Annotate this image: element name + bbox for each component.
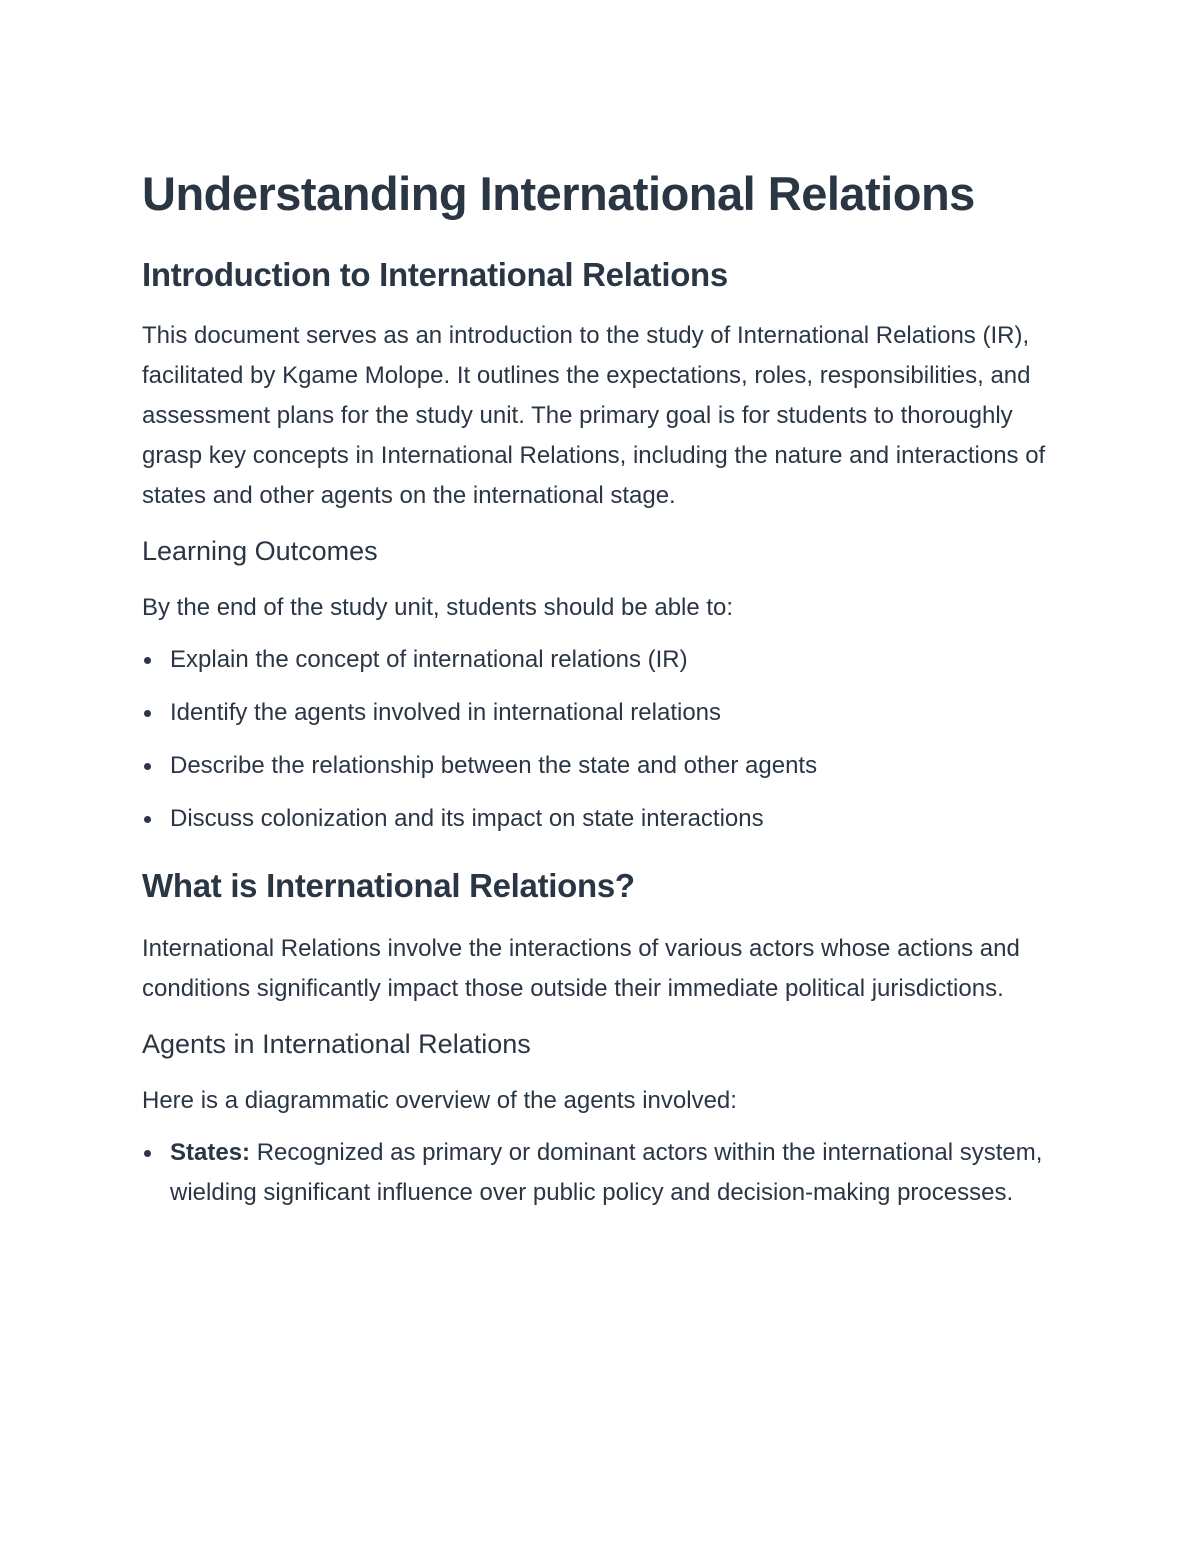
agent-description: Recognized as primary or dominant actors within the international system, wielding significant influence over public policy and decision-making processes.	[170, 1139, 1043, 1206]
outcomes-list	[142, 640, 1062, 839]
document-title: Understanding International Relations	[142, 167, 975, 220]
outcomes-lead-text: By the end of the study unit, students should be able to:	[142, 594, 734, 621]
bullet-icon	[144, 657, 151, 664]
list-item-text: Identify the agents involved in international relations	[170, 699, 722, 726]
subheading-agents: Agents in International Relations	[142, 1029, 531, 1059]
list-item-text: Discuss colonization and its impact on state interactions	[170, 805, 764, 832]
list-item	[142, 693, 1062, 733]
section-heading-introduction: Introduction to International Relations	[142, 256, 728, 293]
list-item-text: Describe the relationship between the state and other agents	[170, 752, 818, 779]
list-item	[142, 640, 1062, 680]
list-item	[142, 799, 1062, 839]
introduction-paragraph: This document serves as an introduction to the study of International Relations (IR), facilitated by Kgame Molope. It outlines the expectations, roles, responsibilities, and assessment plans for the study unit. The primary goal is for students to thoroughly grasp key concepts in International Relations, including the nature and interactions of states and other agents on the international stage.	[142, 322, 1046, 509]
bullet-icon	[144, 763, 151, 770]
subheading-learning-outcomes: Learning Outcomes	[142, 536, 378, 566]
section-heading-what-is-ir: What is International Relations?	[142, 867, 635, 904]
list-item	[142, 1133, 1062, 1213]
document-page	[142, 160, 1062, 1213]
bullet-icon	[144, 710, 151, 717]
list-item-text: Explain the concept of international relations (IR)	[170, 646, 688, 673]
bullet-icon	[144, 816, 151, 823]
list-item	[142, 746, 1062, 786]
agents-list	[142, 1133, 1062, 1213]
agent-term: States:	[170, 1139, 251, 1166]
bullet-icon	[144, 1150, 151, 1157]
what-is-ir-paragraph: International Relations involve the interactions of various actors whose actions and conditions significantly impact those outside their immediate political jurisdictions.	[142, 935, 1020, 1002]
agents-lead-text: Here is a diagrammatic overview of the agents involved:	[142, 1087, 737, 1114]
